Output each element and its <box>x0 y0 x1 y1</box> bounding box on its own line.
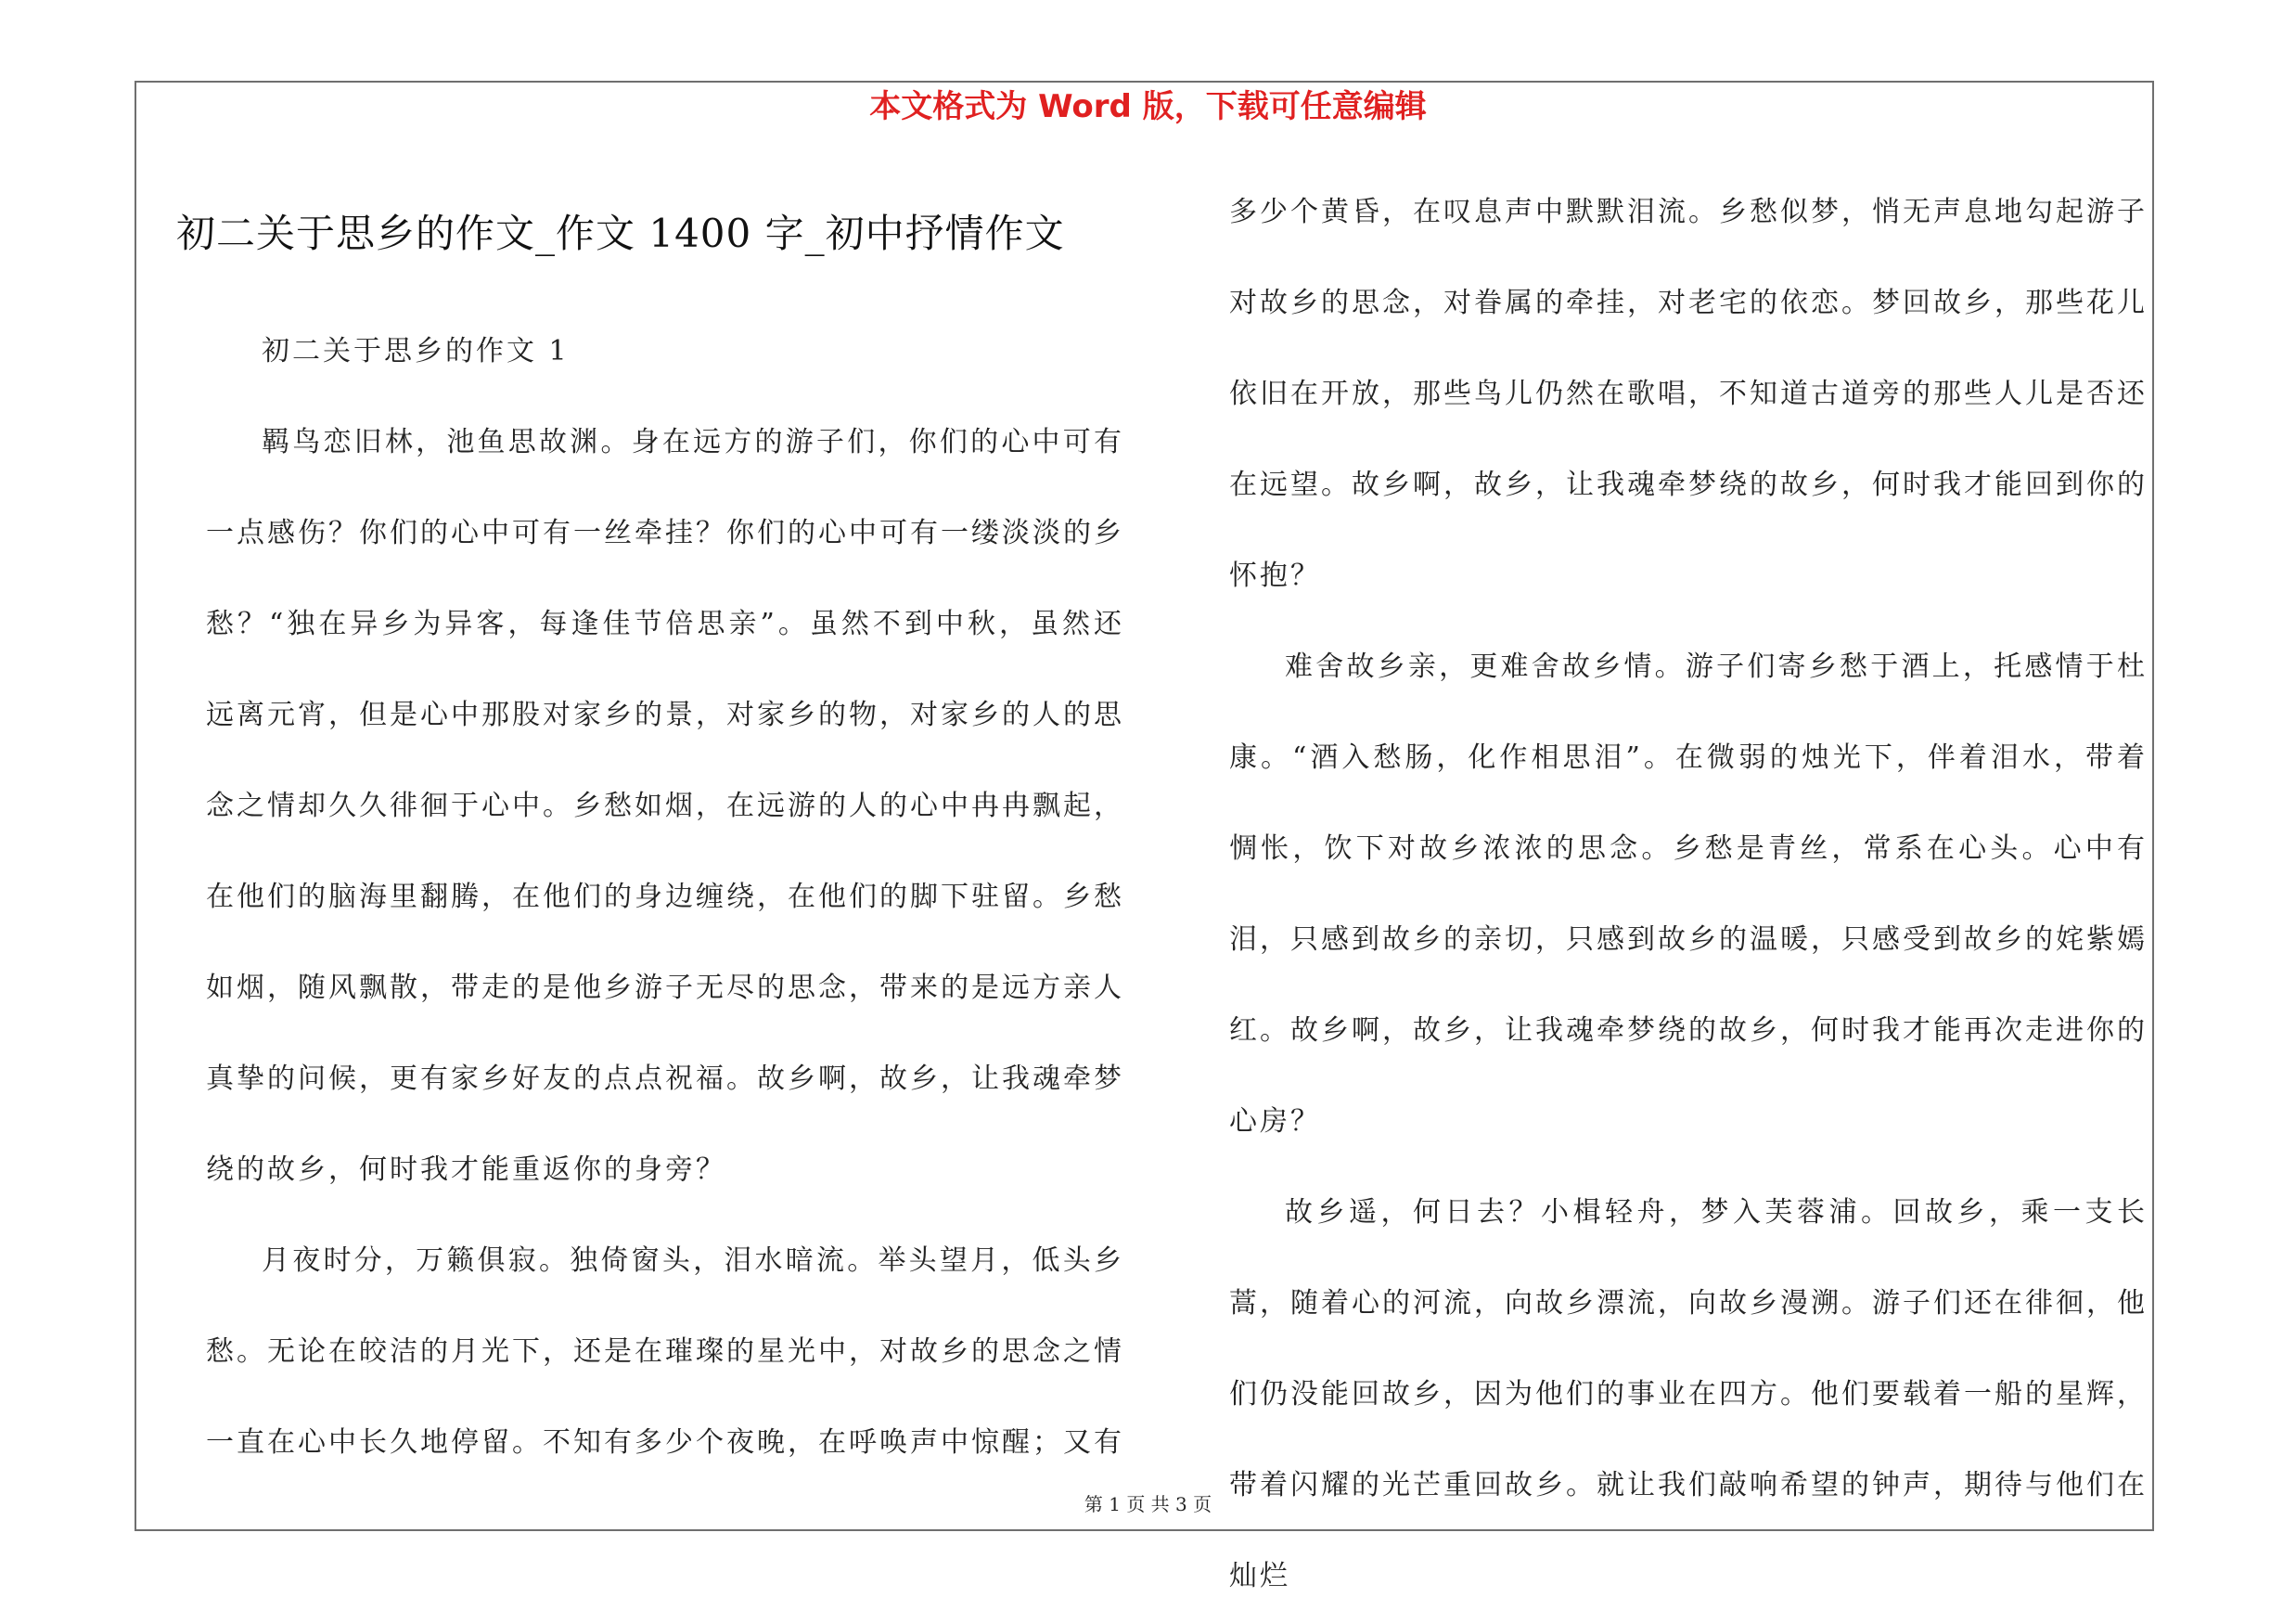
format-banner: 本文格式为 Word 版，下载可任意编辑 <box>869 88 1427 125</box>
paragraph: 难舍故乡亲，更难舍故乡情。游子们寄乡愁于酒上，托感情于杜康。“酒入愁肠，化作相思泪”。在微弱的烛光下，伴着泪水，带着惆怅，饮下对故乡浓浓的思念。乡愁是青丝，常系在心头。心中有泪，只感到故乡的亲切，只感到故乡的温暖，只感受到故乡的姹紫嫣红。故乡啊，故乡，让我魂牵梦绕的故乡，何时我才能再次走进你的心房？ <box>1229 650 2148 1138</box>
document-title: 初二关于思乡的作文_作文 1400 字_初中抒情作文 <box>176 211 1065 256</box>
right-column <box>1229 167 2148 1622</box>
left-column <box>206 306 1124 1488</box>
paragraph: 月夜时分，万籁俱寂。独倚窗头，泪水暗流。举头望月，低头乡愁。无论在皎洁的月光下，还是在璀璨的星光中，对故乡的思念之情一直在心中长久地停留。不知有多少个夜晚，在呼唤声中惊醒；又有 <box>206 1244 1124 1459</box>
paragraph-continuation: 多少个黄昏，在叹息声中默默泪流。乡愁似梦，悄无声息地勾起游子对故乡的思念，对眷属的牵挂，对老宅的依恋。梦回故乡，那些花儿依旧在开放，那些鸟儿仍然在歌唱，不知道古道旁的那些人儿是否还在远望。故乡啊，故乡，让我魂牵梦绕的故乡，何时我才能回到你的怀抱？ <box>1229 196 2148 592</box>
paragraph: 故乡遥，何日去？小楫轻舟，梦入芙蓉浦。回故乡，乘一支长蒿，随着心的河流，向故乡漂流，向故乡漫溯。游子们还在徘徊，他们仍没能回故乡，因为他们的事业在四方。他们要载着一船的星辉，带着闪耀的光芒重回故乡。就让我们敲响希望的钟声，期待与他们在灿烂 <box>1229 1196 2148 1592</box>
section-heading: 初二关于思乡的作文 1 <box>262 335 570 367</box>
paragraph: 羁鸟恋旧林，池鱼思故渊。身在远方的游子们，你们的心中可有一点感伤？你们的心中可有一丝牵挂？你们的心中可有一缕淡淡的乡愁？“独在异乡为异客，每逢佳节倍思亲”。虽然不到中秋，虽然还远离元宵，但是心中那股对家乡的景，对家乡的物，对家乡的人的思念之情却久久徘徊于心中。乡愁如烟，在远游的人的心中冉冉飘起，在他们的脑海里翻腾，在他们的身边缠绕，在他们的脚下驻留。乡愁如烟，随风飘散，带走的是他乡游子无尽的思念，带来的是远方亲人真挚的问候，更有家乡好友的点点祝福。故乡啊，故乡，让我魂牵梦绕的故乡，何时我才能重返你的身旁？ <box>206 426 1124 1186</box>
page-number: 第 1 页 共 3 页 <box>1084 1493 1212 1515</box>
